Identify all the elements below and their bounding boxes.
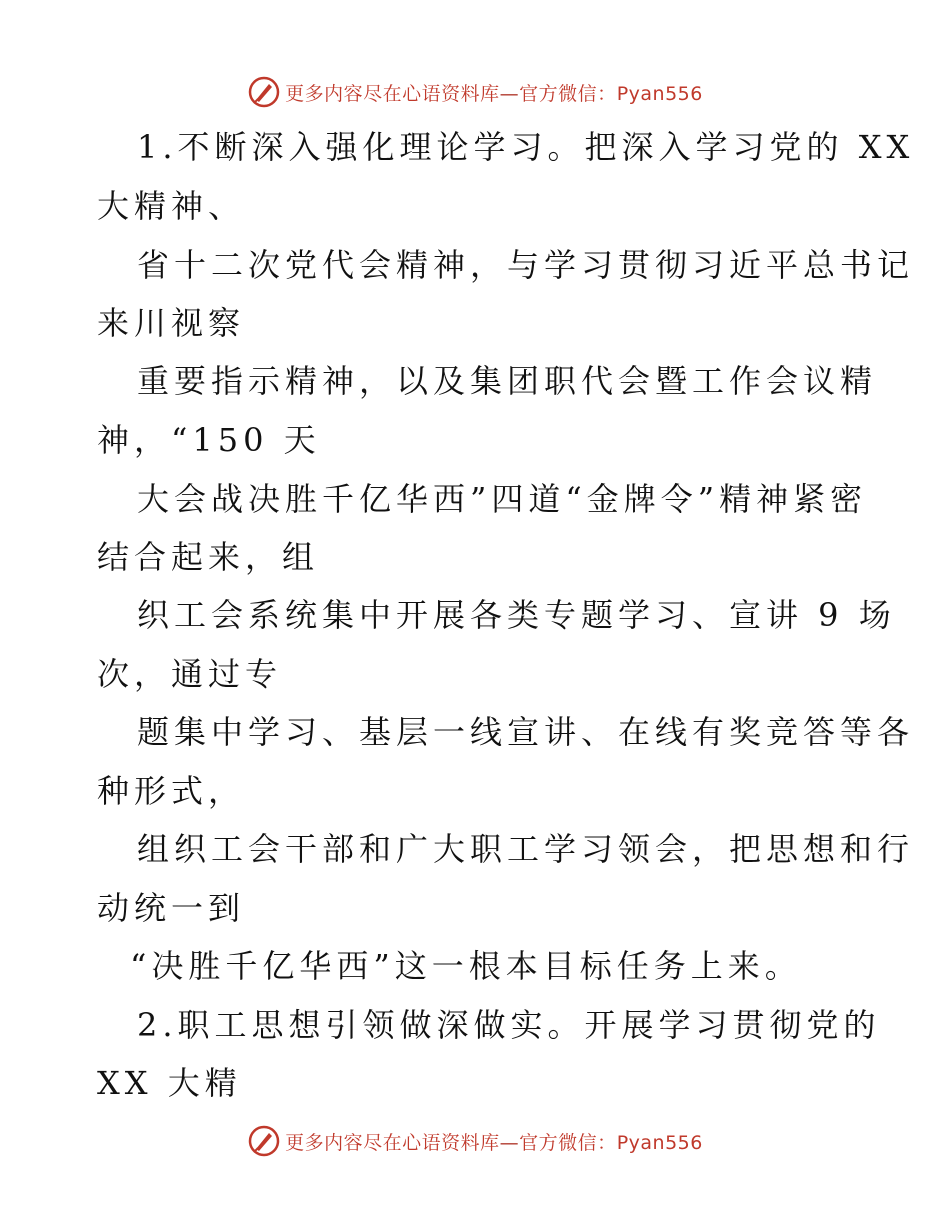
text-line: 来川视察 [97, 304, 246, 342]
watermark-handle: Pyan556 [616, 82, 703, 105]
text-line: 动统一到 [97, 889, 246, 927]
watermark-official: 官方微信： [519, 82, 617, 105]
header-watermark [0, 72, 950, 112]
watermark-official: 官方微信： [519, 1131, 617, 1154]
text-line: “决胜千亿华西”这一根本目标任务上来。 [130, 947, 802, 985]
text-line: 织工会系统集中开展各类专题学习、宣讲 9 场 [137, 596, 896, 634]
text-line: 种形式， [97, 772, 246, 810]
text-line: 组织工会干部和广大职工学习领会，把思想和行 [137, 830, 915, 868]
text-line: 1.不断深入强化理论学习。把深入学习党的 XX [137, 128, 915, 166]
watermark-brand: 更多内容尽在心语资料库 [285, 82, 500, 105]
quill-logo-icon [247, 1124, 281, 1158]
watermark-text [285, 79, 703, 106]
text-line: 大精神、 [97, 187, 246, 225]
text-line: 2.职工思想引领做深做实。开展学习贯彻党的 [137, 1006, 881, 1044]
quill-logo-icon [247, 75, 281, 109]
watermark-brand: 更多内容尽在心语资料库 [285, 1131, 500, 1154]
watermark-separator: — [499, 82, 520, 105]
watermark-handle: Pyan556 [616, 1131, 703, 1154]
text-line: 神，“150 天 [97, 421, 321, 459]
text-line: 次，通过专 [97, 655, 283, 693]
text-line: XX 大精 [97, 1064, 242, 1102]
text-line: 省十二次党代会精神，与学习贯彻习近平总书记 [137, 246, 915, 284]
text-line: 题集中学习、基层一线宣讲、在线有奖竞答等各 [137, 713, 915, 751]
text-line: 重要指示精神，以及集团职代会暨工作会议精 [137, 362, 878, 400]
text-line: 大会战决胜千亿华西”四道“金牌令”精神紧密 [137, 480, 868, 518]
watermark-separator: — [499, 1131, 520, 1154]
text-line: 结合起来，组 [97, 538, 320, 576]
footer-watermark [0, 1121, 950, 1161]
watermark-text [285, 1128, 703, 1155]
